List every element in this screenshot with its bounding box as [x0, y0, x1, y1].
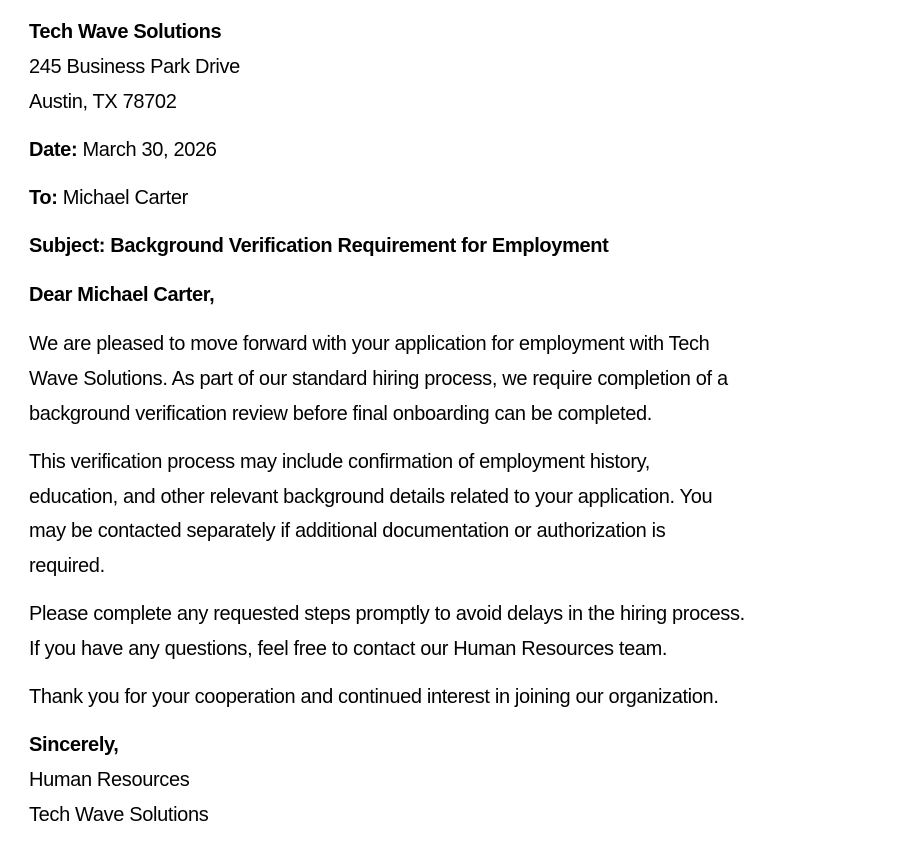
date-value: March 30, 2026: [77, 139, 217, 161]
date-line: [29, 138, 217, 162]
paragraph-line: may be contacted separately if additional documentation or authorization is: [29, 520, 666, 542]
paragraph-line: Wave Solutions. As part of our standard hiring process, we require completion of a: [29, 368, 728, 390]
signature-company: Tech Wave Solutions: [29, 804, 209, 826]
recipient-line: [29, 186, 188, 210]
recipient-label: To:: [29, 187, 58, 209]
company-name: Tech Wave Solutions: [29, 21, 222, 43]
paragraph-line: We are pleased to move forward with your application for employment with Tech: [29, 333, 710, 355]
paragraph-line: This verification process may include confirmation of employment history,: [29, 451, 651, 473]
paragraph-line: background verification review before final onboarding can be completed.: [29, 403, 652, 425]
paragraph-line: If you have any questions, feel free to contact our Human Resources team.: [29, 638, 668, 660]
sign-off: Sincerely,: [29, 734, 119, 756]
paragraph-line: education, and other relevant background details related to your application. You: [29, 486, 713, 508]
subject-line: Subject: Background Verification Requirement for Employment: [29, 235, 609, 257]
paragraph-line: required.: [29, 555, 105, 577]
salutation: Dear Michael Carter,: [29, 284, 215, 306]
address-line-2: Austin, TX 78702: [29, 91, 177, 113]
signature-department: Human Resources: [29, 769, 190, 791]
paragraph-line: Thank you for your cooperation and continued interest in joining our organization.: [29, 686, 719, 708]
address-line-1: 245 Business Park Drive: [29, 56, 240, 78]
date-label: Date:: [29, 139, 78, 161]
recipient-value: Michael Carter: [57, 187, 188, 209]
paragraph-line: Please complete any requested steps promptly to avoid delays in the hiring process.: [29, 603, 745, 625]
